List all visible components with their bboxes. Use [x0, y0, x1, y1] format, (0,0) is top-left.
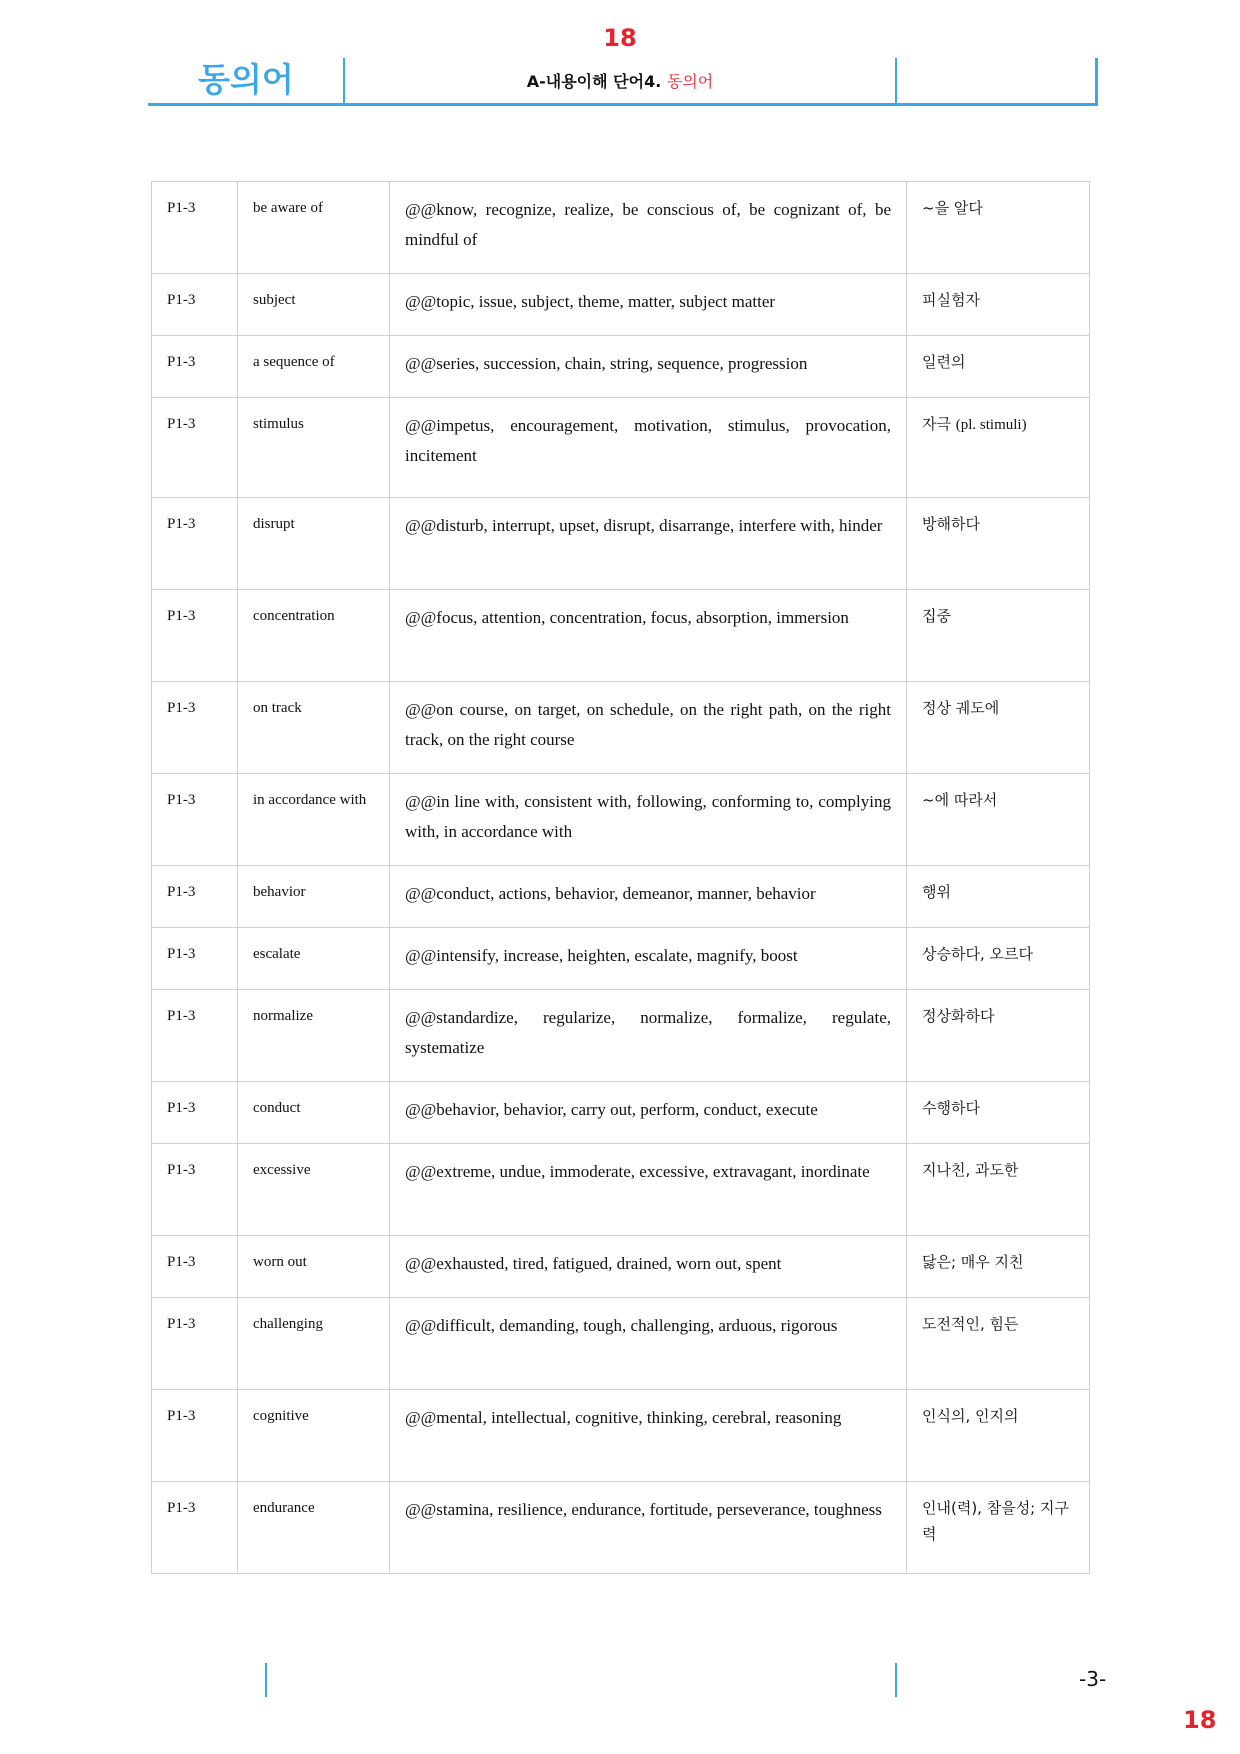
synonyms-cell-text: @@focus, attention, concentration, focus, absorption, immersion	[405, 608, 849, 627]
synonyms-cell-text: @@disturb, interrupt, upset, disrupt, disarrange, interfere with, hinder	[405, 516, 883, 535]
table-row	[152, 398, 1090, 498]
meaning-cell	[907, 182, 1090, 274]
meaning-cell-text: ~을 알다	[922, 199, 983, 217]
word-cell	[238, 990, 390, 1082]
meaning-cell	[907, 928, 1090, 990]
word-cell-text: in accordance with	[253, 792, 367, 808]
subtitle-main: A-내용이해 단어4.	[526, 72, 662, 91]
word-cell-text: concentration	[253, 608, 335, 624]
synonyms-cell-text: @@on course, on target, on schedule, on the right path, on the right track, on the right course	[405, 700, 891, 749]
code-cell-text: P1-3	[167, 1254, 196, 1270]
word-cell	[238, 866, 390, 928]
meaning-cell	[907, 774, 1090, 866]
header-divider	[895, 58, 897, 103]
table-row	[152, 1390, 1090, 1482]
meaning-cell-text: 닳은; 매우 지친	[922, 1253, 1024, 1271]
word-cell-text: disrupt	[253, 516, 295, 532]
page-number: -3-	[1079, 1667, 1107, 1691]
synonyms-cell-text: @@intensify, increase, heighten, escalate, magnify, boost	[405, 946, 798, 965]
word-cell	[238, 182, 390, 274]
meaning-cell	[907, 990, 1090, 1082]
word-cell-text: challenging	[253, 1316, 323, 1332]
synonyms-cell	[390, 336, 907, 398]
word-cell-text: worn out	[253, 1254, 307, 1270]
word-cell-text: excessive	[253, 1162, 311, 1178]
synonyms-cell	[390, 1236, 907, 1298]
meaning-cell	[907, 1236, 1090, 1298]
synonyms-cell-text: @@extreme, undue, immoderate, excessive, extravagant, inordinate	[405, 1162, 870, 1181]
meaning-extra-text: (pl. stimuli)	[955, 417, 1027, 433]
code-cell	[152, 274, 238, 336]
word-cell	[238, 590, 390, 682]
meaning-cell-text: 인식의, 인지의	[922, 1407, 1019, 1425]
meaning-cell-text: 상승하다, 오르다	[922, 945, 1033, 963]
synonyms-cell-text: @@topic, issue, subject, theme, matter, subject matter	[405, 292, 776, 311]
word-cell	[238, 274, 390, 336]
table-row	[152, 336, 1090, 398]
header-divider	[1095, 58, 1098, 103]
table-row	[152, 1082, 1090, 1144]
code-cell	[152, 928, 238, 990]
code-cell-text: P1-3	[167, 700, 196, 716]
word-cell-text: on track	[253, 700, 302, 716]
word-cell	[238, 774, 390, 866]
meaning-cell-text: 일련의	[922, 353, 966, 371]
synonyms-cell	[390, 1144, 907, 1236]
word-cell	[238, 682, 390, 774]
code-cell	[152, 1390, 238, 1482]
code-cell	[152, 682, 238, 774]
synonyms-cell	[390, 866, 907, 928]
word-cell	[238, 1144, 390, 1236]
code-cell	[152, 1298, 238, 1390]
word-cell	[238, 928, 390, 990]
header-title: 동의어	[198, 60, 294, 99]
table-row	[152, 590, 1090, 682]
meaning-cell-text: 정상 궤도에	[922, 699, 1000, 717]
meaning-cell	[907, 498, 1090, 590]
word-cell-text: normalize	[253, 1008, 313, 1024]
synonyms-cell	[390, 682, 907, 774]
table-row	[152, 1236, 1090, 1298]
meaning-cell-text: 인내(력), 참을성; 지구력	[922, 1499, 1069, 1543]
table-row	[152, 866, 1090, 928]
synonyms-cell	[390, 1390, 907, 1482]
meaning-cell-text: 자극	[922, 415, 951, 433]
code-cell-text: P1-3	[167, 1500, 196, 1516]
footer-divider	[265, 1663, 267, 1697]
table-row	[152, 928, 1090, 990]
table-row	[152, 182, 1090, 274]
code-cell-text: P1-3	[167, 416, 196, 432]
code-cell-text: P1-3	[167, 200, 196, 216]
code-cell-text: P1-3	[167, 1100, 196, 1116]
meaning-cell-text: 집중	[922, 607, 951, 625]
word-cell-text: escalate	[253, 946, 301, 962]
meaning-cell	[907, 1390, 1090, 1482]
synonyms-cell	[390, 774, 907, 866]
meaning-cell-text: 정상화하다	[922, 1007, 995, 1025]
meaning-cell	[907, 398, 1090, 498]
code-cell	[152, 866, 238, 928]
meaning-cell-text: 방해하다	[922, 515, 980, 533]
footer-divider	[895, 1663, 897, 1697]
vocabulary-table-body	[152, 182, 1090, 1574]
code-cell-text: P1-3	[167, 792, 196, 808]
page-header	[148, 58, 1098, 106]
meaning-cell	[907, 1298, 1090, 1390]
synonyms-cell	[390, 1298, 907, 1390]
code-cell	[152, 1236, 238, 1298]
code-cell	[152, 1082, 238, 1144]
code-cell-text: P1-3	[167, 884, 196, 900]
meaning-cell	[907, 590, 1090, 682]
code-cell	[152, 990, 238, 1082]
header-subtitle	[345, 58, 895, 106]
synonyms-cell	[390, 274, 907, 336]
meaning-cell	[907, 274, 1090, 336]
synonyms-cell-text: @@mental, intellectual, cognitive, thinking, cerebral, reasoning	[405, 1408, 842, 1427]
table-row	[152, 990, 1090, 1082]
code-cell-text: P1-3	[167, 608, 196, 624]
word-cell-text: conduct	[253, 1100, 301, 1116]
word-cell-text: be aware of	[253, 200, 323, 216]
code-cell	[152, 182, 238, 274]
subtitle-accent: 동의어	[666, 72, 714, 91]
table-row	[152, 1144, 1090, 1236]
synonyms-cell-text: @@behavior, behavior, carry out, perform, conduct, execute	[405, 1100, 818, 1119]
word-cell-text: stimulus	[253, 416, 304, 432]
synonyms-cell	[390, 928, 907, 990]
meaning-cell	[907, 336, 1090, 398]
code-cell-text: P1-3	[167, 292, 196, 308]
word-cell	[238, 336, 390, 398]
code-cell-text: P1-3	[167, 1162, 196, 1178]
synonyms-cell-text: @@know, recognize, realize, be conscious of, be cognizant of, be mindful of	[405, 200, 891, 249]
code-cell-text: P1-3	[167, 1408, 196, 1424]
meaning-cell-text: ~에 따라서	[922, 791, 998, 809]
meaning-cell	[907, 866, 1090, 928]
synonyms-cell	[390, 990, 907, 1082]
word-cell	[238, 1390, 390, 1482]
synonyms-cell-text: @@difficult, demanding, tough, challenging, arduous, rigorous	[405, 1316, 838, 1335]
code-cell	[152, 590, 238, 682]
synonyms-cell-text: @@stamina, resilience, endurance, fortitude, perseverance, toughness	[405, 1500, 882, 1519]
meaning-cell-text: 수행하다	[922, 1099, 980, 1117]
code-cell-text: P1-3	[167, 946, 196, 962]
table-row	[152, 774, 1090, 866]
code-cell	[152, 498, 238, 590]
word-cell-text: endurance	[253, 1500, 315, 1516]
synonyms-cell-text: @@standardize, regularize, normalize, formalize, regulate, systematize	[405, 1008, 891, 1057]
synonyms-cell-text: @@series, succession, chain, string, sequence, progression	[405, 354, 808, 373]
synonyms-cell-text: @@impetus, encouragement, motivation, stimulus, provocation, incitement	[405, 416, 891, 465]
word-cell-text: subject	[253, 292, 296, 308]
meaning-cell	[907, 1082, 1090, 1144]
word-cell	[238, 1298, 390, 1390]
corner-page-number: 18	[1183, 1706, 1217, 1734]
synonyms-cell-text: @@exhausted, tired, fatigued, drained, worn out, spent	[405, 1254, 782, 1273]
table-row	[152, 1482, 1090, 1574]
code-cell-text: P1-3	[167, 354, 196, 370]
word-cell	[238, 1482, 390, 1574]
top-page-number: 18	[603, 24, 637, 52]
code-cell	[152, 336, 238, 398]
vocabulary-table	[151, 181, 1090, 1574]
word-cell	[238, 498, 390, 590]
code-cell-text: P1-3	[167, 1008, 196, 1024]
synonyms-cell	[390, 398, 907, 498]
meaning-cell	[907, 682, 1090, 774]
word-cell	[238, 1082, 390, 1144]
table-row	[152, 682, 1090, 774]
synonyms-cell-text: @@conduct, actions, behavior, demeanor, manner, behavior	[405, 884, 816, 903]
synonyms-cell	[390, 590, 907, 682]
word-cell-text: cognitive	[253, 1408, 309, 1424]
meaning-cell-text: 지나친, 과도한	[922, 1161, 1019, 1179]
code-cell	[152, 1144, 238, 1236]
code-cell	[152, 1482, 238, 1574]
code-cell-text: P1-3	[167, 1316, 196, 1332]
table-row	[152, 1298, 1090, 1390]
synonyms-cell	[390, 1482, 907, 1574]
meaning-cell	[907, 1482, 1090, 1574]
synonyms-cell-text: @@in line with, consistent with, following, conforming to, complying with, in accordance with	[405, 792, 891, 841]
synonyms-cell	[390, 182, 907, 274]
word-cell-text: a sequence of	[253, 354, 335, 370]
table-row	[152, 274, 1090, 336]
meaning-cell-text: 도전적인, 힘든	[922, 1315, 1019, 1333]
synonyms-cell	[390, 498, 907, 590]
meaning-cell	[907, 1144, 1090, 1236]
meaning-cell-text: 피실험자	[922, 291, 980, 309]
code-cell	[152, 398, 238, 498]
table-row	[152, 498, 1090, 590]
word-cell	[238, 398, 390, 498]
synonyms-cell	[390, 1082, 907, 1144]
code-cell	[152, 774, 238, 866]
word-cell-text: behavior	[253, 884, 306, 900]
code-cell-text: P1-3	[167, 516, 196, 532]
word-cell	[238, 1236, 390, 1298]
meaning-cell-text: 행위	[922, 883, 951, 901]
